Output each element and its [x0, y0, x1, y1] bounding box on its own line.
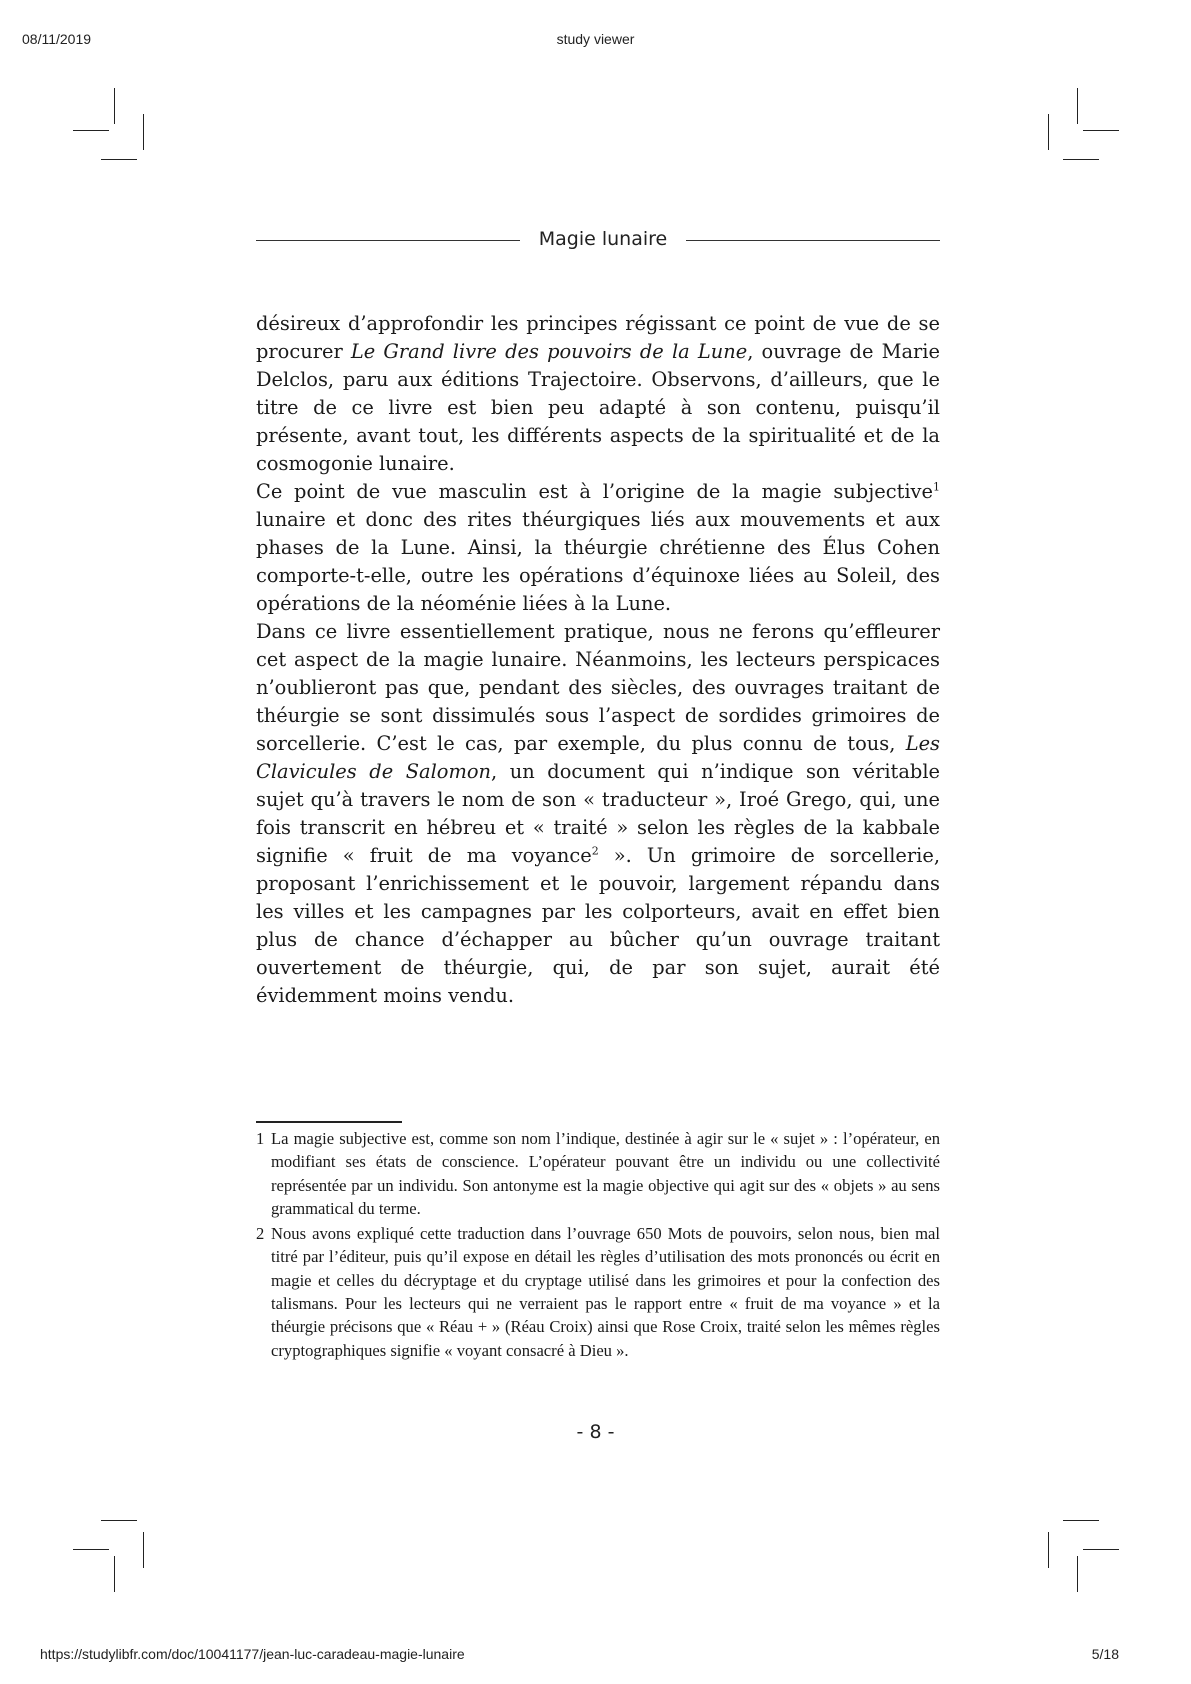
crop-mark-bottom-right-h: [1083, 1549, 1119, 1550]
crop-mark-top-left-h: [73, 130, 109, 131]
crop-mark-top-right-v2: [1048, 114, 1049, 150]
book-title-clavicules: Les Clavicules de Salomon: [256, 732, 940, 783]
crop-mark-top-right-h2: [1063, 159, 1099, 160]
header-rule-left: [256, 240, 520, 241]
paragraph-2: [256, 478, 940, 618]
footnote-1-text: La magie subjective est, comme son nom l’indique, destinée à agir sur le « sujet » : l’opérateur, en modifiant ses états de conscience. L’opérateur pouvant être un individu ou une collectivité représentée par un individu. Son antonyme est la magie objective qui agit sur des « objets » au sens grammatical du terme.: [271, 1129, 940, 1218]
crop-mark-bottom-left-h: [73, 1549, 109, 1550]
paragraph-3-text-b: , un document qui n’indique son véritable sujet qu’à travers le nom de son « traducteur », Iroé Grego, qui, une fois transcrit en hébreu et « traité » selon les règles de la kabbale signifie « fruit de ma voyance: [256, 760, 940, 867]
footnote-2-text: Nous avons expliqué cette traduction dans l’ouvrage 650 Mots de pouvoirs, selon nous, bien mal titré par l’éditeur, puis qu’il expose en détail les règles d’utilisation des mots prononcés ou écrit en magie et celles du décryptage et du cryptage utilisé dans les grimoires et pour la confection des talismans. Pour les lecteurs qui ne verraient pas le rapport entre « fruit de ma voyance » et la théurgie précisons que « Réau + » (Réau Croix) ainsi que Rose Croix, traité selon les mêmes règles cryptographiques signifie « voyant consacré à Dieu ».: [271, 1224, 940, 1360]
paragraph-3: [256, 618, 940, 1010]
running-header: [256, 228, 940, 254]
paragraph-1: [256, 310, 940, 478]
page-number: - 8 -: [576, 1421, 615, 1443]
paragraph-2-text-b: lunaire et donc des rites théurgiques liés aux mouvements et aux phases de la Lune. Ainsi, la théurgie chrétienne des Élus Cohen comporte-t-elle, outre les opérations d’équinoxe liées au Soleil, des opérations de la néoménie liées à la Lune.: [256, 508, 940, 615]
book-title-grand-livre: Le Grand livre des pouvoirs de la Lune: [350, 340, 748, 363]
crop-mark-top-left-h2: [101, 159, 137, 160]
paragraph-3-text-a: Dans ce livre essentiellement pratique, nous ne ferons qu’effleurer cet aspect de la magie lunaire. Néanmoins, les lecteurs perspicaces n’oublieront pas que, pendant des siècles, des ouvrages traitant de théurgie se sont dissimulés sous l’aspect de sordides grimoires de sorcellerie. C’est le cas, par exemple, du plus connu de tous,: [256, 620, 940, 755]
crop-mark-bottom-right-h2: [1063, 1520, 1099, 1521]
print-date: 08/11/2019: [22, 31, 92, 47]
print-title: study viewer: [556, 31, 635, 47]
crop-mark-top-left-v2: [143, 114, 144, 150]
crop-mark-bottom-right-v1: [1077, 1556, 1078, 1592]
footnote-1: [256, 1127, 940, 1220]
paragraph-1-text-b: , ouvrage de Marie Delclos, paru aux éditions Trajectoire. Observons, d’ailleurs, que le titre de ce livre est bien peu adapté à son contenu, puisqu’il présente, avant tout, les différents aspects de la spiritualité et de la cosmogonie lunaire.: [256, 340, 940, 475]
print-url[interactable]: https://studylibfr.com/doc/10041177/jean-luc-caradeau-magie-lunaire: [40, 1646, 465, 1662]
crop-mark-bottom-right-v2: [1048, 1532, 1049, 1568]
paragraph-1-text-a: désireux d’approfondir les principes régissant ce point de vue de se procurer: [256, 312, 940, 363]
crop-mark-bottom-left-v2: [143, 1532, 144, 1568]
crop-mark-top-left-v1: [114, 88, 115, 124]
body-text: [256, 310, 940, 1010]
running-header-title: Magie lunaire: [538, 228, 668, 250]
print-page-count: 5/18: [1091, 1646, 1119, 1662]
header-rule-right: [686, 240, 940, 241]
crop-mark-top-right-v1: [1077, 88, 1078, 124]
footnote-ref-1[interactable]: 1: [933, 480, 940, 494]
footnote-ref-2[interactable]: 2: [591, 844, 599, 858]
footnotes: [256, 1127, 940, 1364]
footnote-1-number: 1: [256, 1129, 265, 1148]
crop-mark-bottom-left-v1: [114, 1556, 115, 1592]
paragraph-3-text-c: ». Un grimoire de sorcellerie, proposant l’enrichissement et le pouvoir, largement répandu dans les villes et les campagnes par les colporteurs, avait en effet bien plus de chance d’échapper au bûcher qu’un ouvrage traitant ouvertement de théurgie, qui, de par son sujet, aurait été évidemment moins vendu.: [256, 844, 940, 1007]
footnote-2: [256, 1222, 940, 1362]
crop-mark-bottom-left-h2: [101, 1520, 137, 1521]
footnote-separator: [256, 1121, 402, 1123]
footnote-2-number: 2: [256, 1224, 265, 1244]
crop-mark-top-right-h: [1083, 130, 1119, 131]
paragraph-2-text-a: Ce point de vue masculin est à l’origine de la magie subjective: [256, 480, 933, 503]
